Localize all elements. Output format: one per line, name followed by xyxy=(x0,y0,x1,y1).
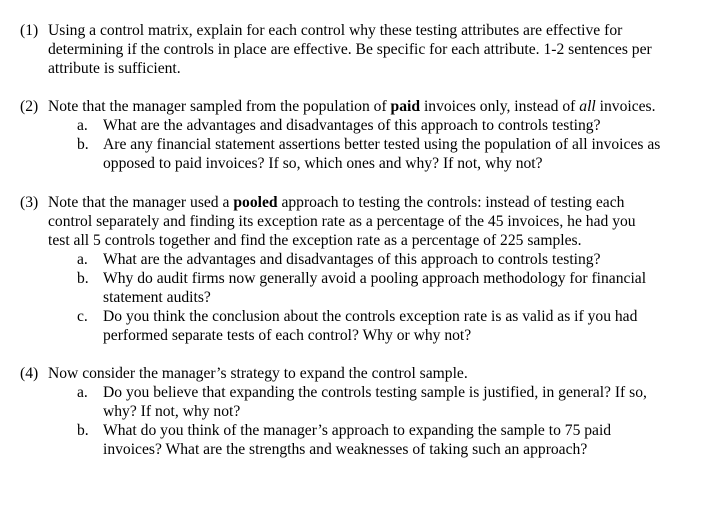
question-1-line-2: determining if the controls in place are effective. Be specific for each attribute. 1-2 sentences per xyxy=(48,41,652,58)
question-3a-label: a. xyxy=(77,251,88,268)
question-2-text-c: invoices. xyxy=(599,98,656,115)
question-3c-line-1: Do you think the conclusion about the controls exception rate is as valid as if you had xyxy=(103,308,638,325)
question-4-line-1: Now consider the manager’s strategy to expand the control sample. xyxy=(48,365,468,382)
question-3b-label: b. xyxy=(77,270,89,287)
question-4a-line-1: Do you believe that expanding the controls testing sample is justified, in general? If so, xyxy=(103,384,647,401)
question-2-text-a: Note that the manager sampled from the population of xyxy=(48,98,387,115)
question-4a-label: a. xyxy=(77,384,88,401)
question-2b-label: b. xyxy=(77,136,89,153)
question-3-line-1 xyxy=(48,193,624,212)
question-1-number: (1) xyxy=(20,22,39,39)
question-3c-line-2: performed separate tests of each control? Why or why not? xyxy=(103,327,472,344)
question-2b-line-1: Are any financial statement assertions better tested using the population of all invoices as xyxy=(103,136,661,153)
question-2a-label: a. xyxy=(77,117,88,134)
question-4b-label: b. xyxy=(77,422,89,439)
question-3c-label: c. xyxy=(77,308,88,325)
question-4b-line-2: invoices? What are the strengths and weaknesses of taking such an approach? xyxy=(103,441,588,458)
question-2-number: (2) xyxy=(20,98,39,115)
question-4a-line-2: why? If not, why not? xyxy=(103,403,241,420)
question-1-line-3: attribute is sufficient. xyxy=(48,60,181,77)
question-3-text-b: approach to testing the controls: instead of testing each xyxy=(281,194,625,211)
question-3-line-2: control separately and finding its exception rate as a percentage of the 45 invoices, he had you xyxy=(48,213,636,230)
question-2-emphasis-paid: paid xyxy=(390,98,421,115)
question-2-line-1 xyxy=(48,97,656,116)
question-3a-line-1: What are the advantages and disadvantages of this approach to controls testing? xyxy=(103,251,601,268)
question-3-emphasis-pooled: pooled xyxy=(233,194,278,211)
question-2b-line-2: opposed to paid invoices? If so, which ones and why? If not, why not? xyxy=(103,155,543,172)
question-3-line-3: test all 5 controls together and find the exception rate as a percentage of 225 samples. xyxy=(48,232,582,249)
question-1-line-1: Using a control matrix, explain for each control why these testing attributes are effective for xyxy=(48,22,623,39)
question-4b-line-1: What do you think of the manager’s approach to expanding the sample to 75 paid xyxy=(103,422,612,439)
question-3b-line-1: Why do audit firms now generally avoid a pooling approach methodology for financial xyxy=(103,270,647,287)
question-3-text-a: Note that the manager used a xyxy=(48,194,230,211)
question-3b-line-2: statement audits? xyxy=(103,289,211,306)
question-2a-line-1: What are the advantages and disadvantages of this approach to controls testing? xyxy=(103,117,601,134)
question-3-number: (3) xyxy=(20,194,39,211)
question-2-emphasis-all: all xyxy=(579,98,596,115)
question-4-number: (4) xyxy=(20,365,39,382)
question-2-text-b: invoices only, instead of xyxy=(423,98,576,115)
